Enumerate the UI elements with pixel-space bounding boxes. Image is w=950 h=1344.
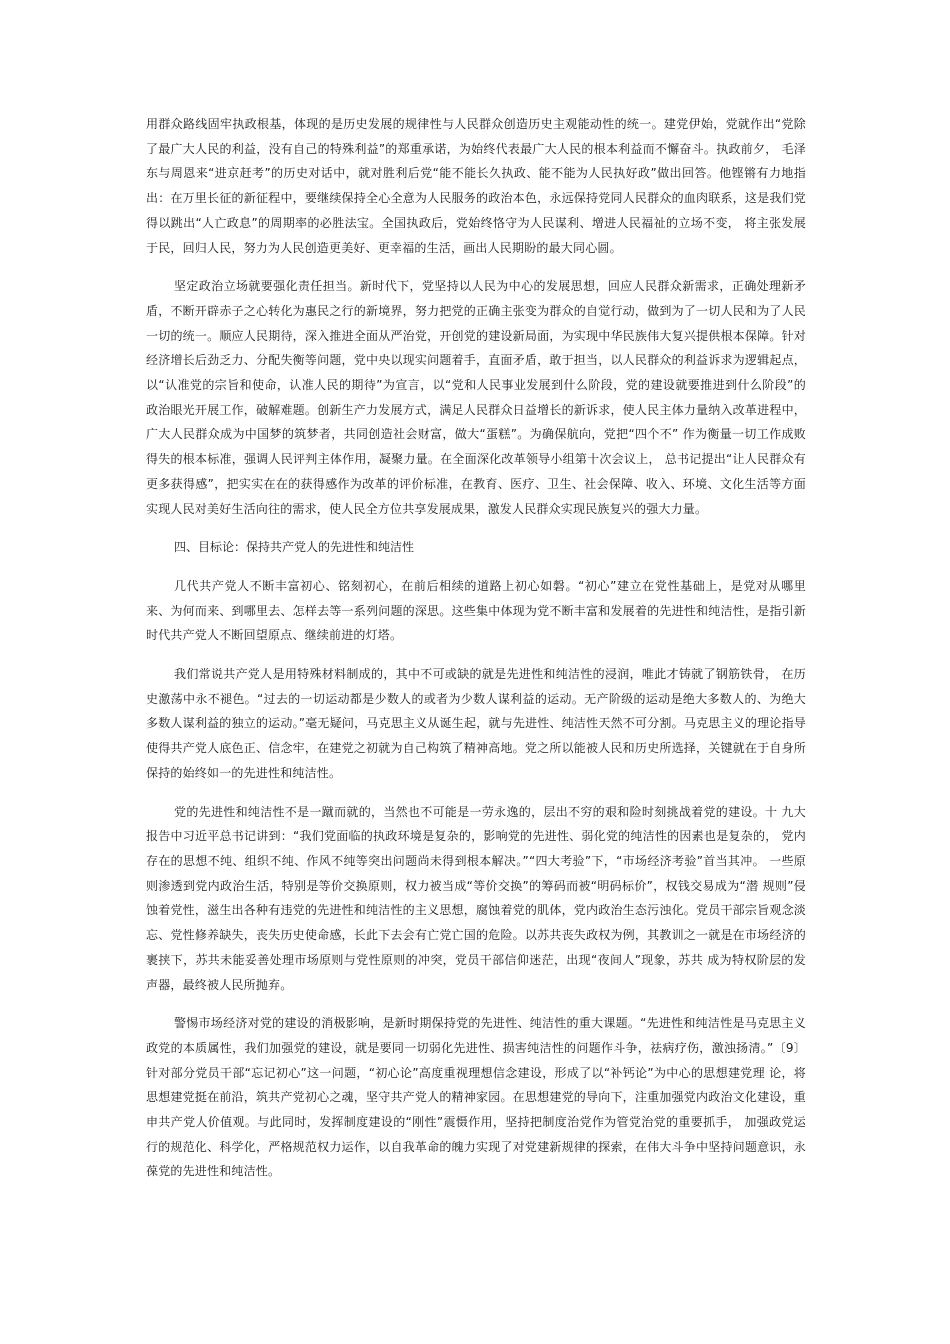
section-heading-goal-theory: 四、目标论：保持共产党人的先进性和纯洁性 — [174, 540, 415, 555]
paragraph-advanced-nature-challenges: 党的先进性和纯洁性不是一蹴而就的，当然也不可能是一劳永逸的，层出不穷的艰和险时刻挑战着党的建设。十 九大报告中习近平总书记讲到：“我们党面临的执政环境是复杂的，影响党的先进性、弱化党的纯洁性的因素也是复杂的， 党内存在的思想不纯、组织不纯、作风不纯等突出问题尚未得到根本解决。”“四大考验”下，“市场经济考验”首当其冲。 一些原则渗透到党内政治生活，特别是等价交换原则，权力被当成“等价交换”的筹码而被“明码标价”，权钱交易成为“潜 规则”侵蚀着党性，滋生出各种有违党的先进性和纯洁性的主义思想，腐蚀着党的肌体，党内政治生态污浊化。党员干部宗旨观念淡忘、党性修养缺失，丧失历史使命感，长此下去会有亡党亡国的危险。以苏共丧失政权为例，其教训之一就是在市场经济的裹挟下，苏共未能妥善处理市场原则与党性原则的冲突，党员干部信仰迷茫，出现“夜间人”现象，苏共 成为特权阶层的发声器，最终被人民所抛弃。 — [146, 804, 806, 992]
paragraph-special-material: 我们常说共产党人是用特殊材料制成的，其中不可或缺的就是先进性和纯洁性的浸润，唯此才铸就了钢筋铁骨， 在历史激荡中永不褪色。“过去的一切运动都是少数人的或者为少数人谋利益的运动。无产阶级的运动是绝大多数人的、为绝大多数人谋利益的独立的运动。”毫无疑问，马克思主义从诞生起，就与先进性、纯洁性天然不可分割。马克思主义的理论指导使得共产党人底色正、信念牢，在建党之初就为自己构筑了精神高地。党之所以能被人民和历史所选择，关键就在于自身所保持的始终如一的先进性和纯洁性。 — [146, 667, 806, 780]
paragraph-market-economy-vigilance: 警惕市场经济对党的建设的消极影响，是新时期保持党的先进性、纯洁性的重大课题。“先进性和纯洁性是马克思主义政党的本质属性，我们加强党的建设，就是要同一切弱化先进性、损害纯洁性的问题作斗争，祛病疗伤，激浊扬清。”〔9〕针对部分党员干部“忘记初心”这一问题，“初心论”高度重视理想信念建设，形成了以“补钙论”为中心的思想建党理 论，将思想建党挺在前沿，筑共产党初心之魂，坚守共产党人的精神家园。在思想建党的导向下，注重加强党内政治文化建设，重申共产党人价值观。与此同时，发挥制度建设的“刚性”震慑作用，坚持把制度治党作为管党治党的重要抓手， 加强政党运行的规范化、科学化，严格规范权力运作，以自我革命的魄力实现了对党建新规律的探索，在伟大斗争中坚持问题意识，永葆党的先进性和纯洁性。 — [146, 1016, 806, 1179]
paragraph-political-stance: 坚定政治立场就要强化责任担当。新时代下，党坚持以人民为中心的发展思想，回应人民群众新需求，正确处理新矛盾，不断开辟赤子之心转化为惠民之行的新境界，努力把党的正确主张变为群众的自觉行动，做到为了一切人民和为了人民一切的统一。顺应人民期待，深入推进全面从严治党，开创党的建设新局面，为实现中华民族伟大复兴提供根本保障。针对经济增长后劲乏力、分配失衡等问题，党中央以现实问题着手，直面矛盾，敢于担当，以人民群众的利益诉求为逻辑起点，以“认准党的宗旨和使命，认准人民的期待”为宣言，以“党和人民事业发展到什么阶段，党的建设就要推进到什么阶段”的政治眼光开展工作，破解难题。创新生产力发展方式，满足人民群众日益增长的新诉求，使人民主体力量纳入改革进程中，广大人民群众成为中国梦的筑梦者，共同创造社会财富，做大“蛋糕”。为确保航向，党把“四个不” 作为衡量一切工作成败得失的根本标准，强调人民评判主体作用，凝聚力量。在全面深化改革领导小组第十次会议上， 总书记提出“让人民群众有更多获得感”，把实实在在的获得感作为改革的评价标准，在教育、医疗、卫生、社会保障、收入、环境、文化生活等方面实现人民对美好生活向往的需求，使人民全方位共享发展成果，激发人民群众实现民族复兴的强大力量。 — [146, 279, 806, 516]
paragraph-original-aspiration: 几代共产党人不断丰富初心、铭刻初心，在前后相续的道路上初心如磐。“初心”建立在党性基础上，是党对从哪里来、为何而来、到哪里去、怎样去等一系列问题的深思。这些集中体现为党不断丰富和发展着的先进性和纯洁性，是指引新时代共产党人不断回望原点、继续前进的灯塔。 — [146, 578, 806, 643]
document-body — [146, 112, 806, 1198]
paragraph-mass-line: 用群众路线固牢执政根基，体现的是历史发展的规律性与人民群众创造历史主观能动性的统一。建党伊始，党就作出“党除了最广大人民的利益，没有自己的特殊利益”的郑重承诺，为始终代表最广大人民的根本利益而不懈奋斗。执政前夕， 毛泽东与周恩来“进京赶考”的历史对话中，就对胜利后党“能不能长久执政、能不能为人民执好政”做出回答。他铿锵有力地指出：在万里长征的新征程中，要继续保持全心全意为人民服务的政治本色，永远保持党同人民群众的血肉联系，这是我们党得以跳出“人亡政息”的周期率的必胜法宝。全国执政后，党始终恪守为人民谋利、增进人民福祉的立场不变， 将主张发展于民，回归人民，努力为人民创造更美好、更幸福的生活，画出人民期盼的最大同心圆。 — [146, 117, 806, 255]
